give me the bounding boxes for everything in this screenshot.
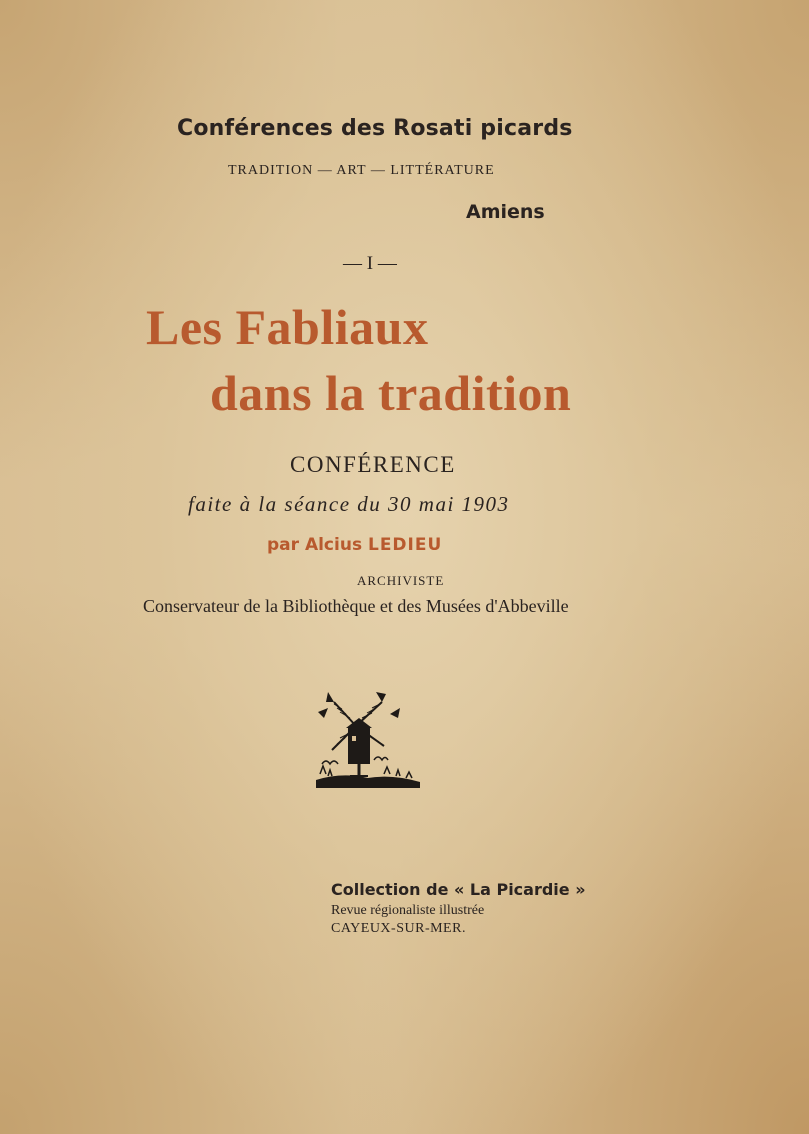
volume-number: — I — [343,253,397,274]
city-label: Amiens [466,201,545,223]
conference-label: CONFÉRENCE [290,452,456,477]
author-last-name: LEDIEU [367,535,443,555]
author-first-name: Alcius [304,535,363,555]
date-line: faite à la séance du 30 mai 1903 [188,492,510,516]
author-role: ARCHIVISTE [357,573,445,588]
title-line-2: dans la tradition [210,365,572,421]
revue-label: Revue régionaliste illustrée [331,903,485,918]
series-subtitle: TRADITION — ART — LITTÉRATURE [228,163,495,178]
series-title: Conférences des Rosati picards [177,116,573,141]
windmill-icon [312,688,424,792]
title-line-1: Les Fabliaux [146,299,429,355]
publisher-place: CAYEUX-SUR-MER. [331,921,466,936]
author-line [267,535,442,555]
collection-label: Collection de « La Picardie » [331,880,586,899]
author-prefix: par [267,535,300,555]
author-position: Conservateur de la Bibliothèque et des Musées d'Abbeville [143,596,569,616]
